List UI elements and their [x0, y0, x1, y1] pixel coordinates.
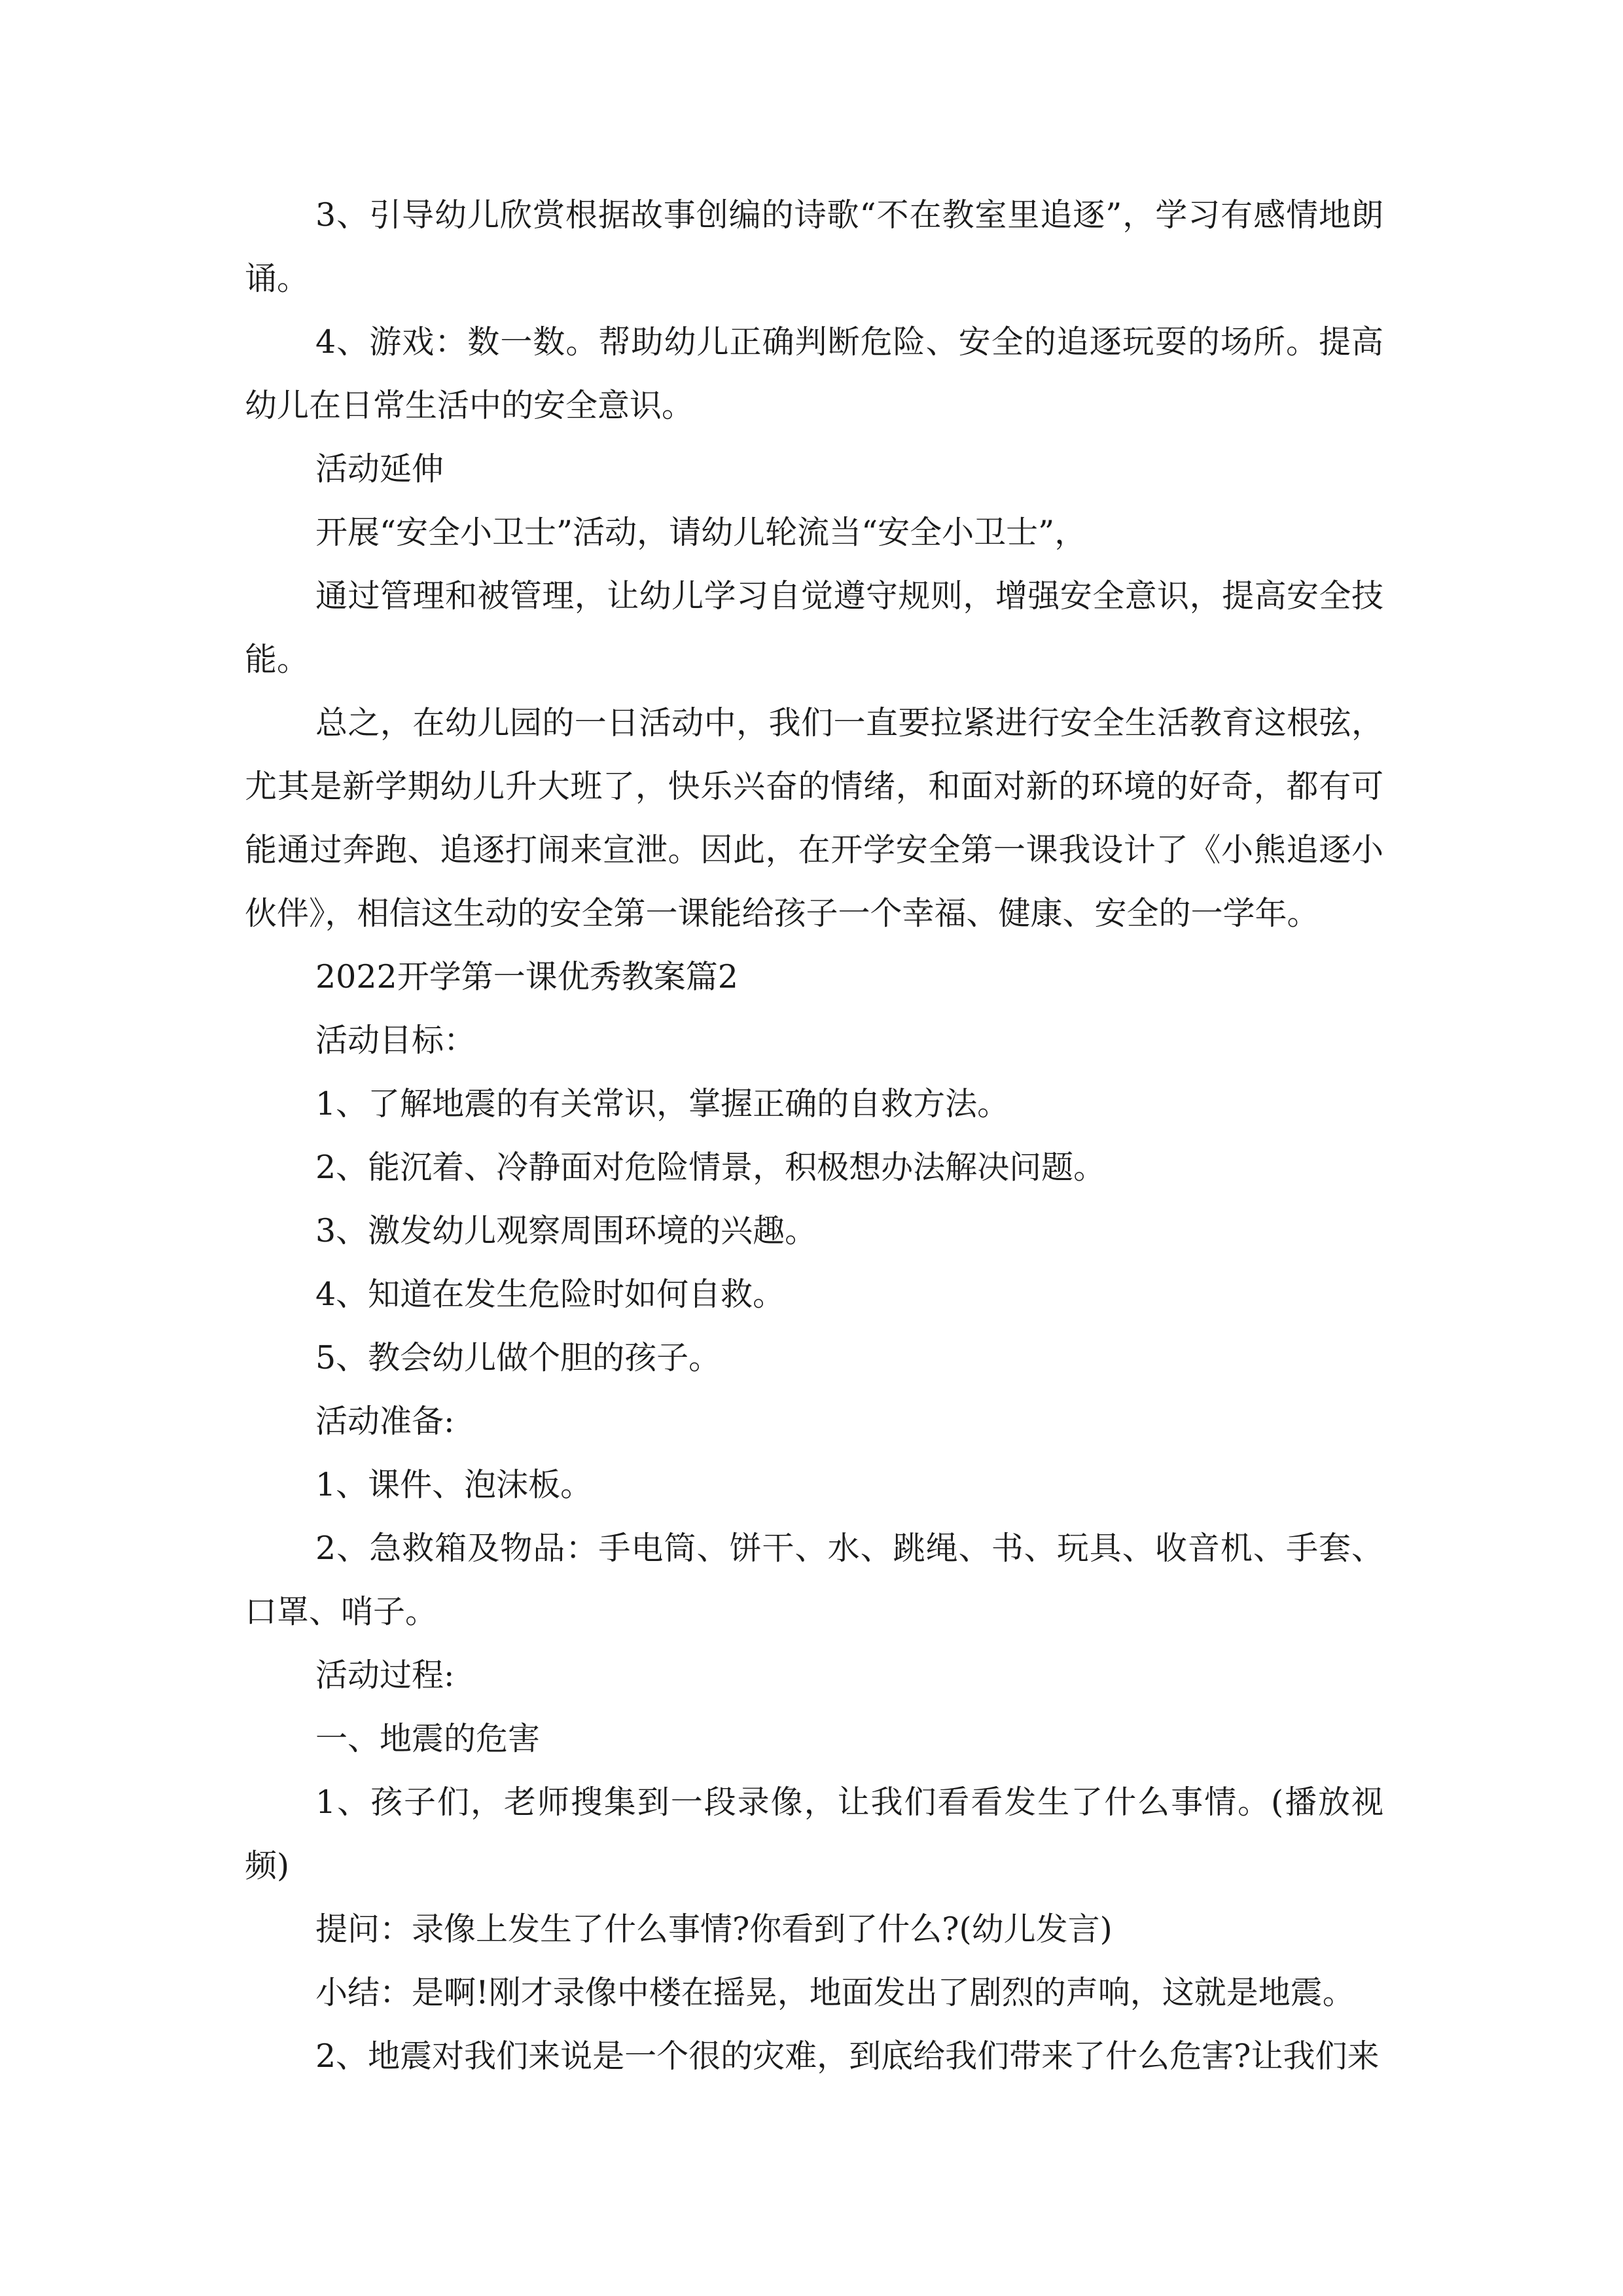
process-conclusion: 小结：是啊!刚才录像中楼在摇晃，地面发出了剧烈的声响，这就是地震。 [315, 1974, 1355, 2011]
paragraph-activity-step-4: 4、游戏：数一数。帮助幼儿正确判断危险、安全的追逐玩耍的场所。提高幼儿在日常生活中的安全意识。 [245, 323, 1383, 424]
process-step-2: 2、地震对我们来说是一个很的灾难，到底给我们带来了什么危害?让我们来 [315, 2037, 1380, 2075]
heading-earthquake-hazards: 一、地震的危害 [315, 1720, 541, 1757]
heading-activity-extension: 活动延伸 [315, 450, 444, 488]
process-step-1: 1、孩子们，老师搜集到一段录像，让我们看看发生了什么事情。(播放视频) [245, 1784, 1383, 1884]
paragraph-safety-guard: 开展“安全小卫士”活动，请幼儿轮流当“安全小卫士”， [315, 514, 1087, 551]
preparation-item-2: 2、急救箱及物品：手电筒、饼干、水、跳绳、书、玩具、收音机、手套、口罩、哨子。 [245, 1530, 1383, 1630]
preparation-item-1: 1、课件、泡沫板。 [315, 1466, 593, 1503]
heading-activity-goals: 活动目标： [315, 1022, 476, 1059]
paragraph-activity-step-3: 3、引导幼儿欣赏根据故事创编的诗歌“不在教室里追逐”，学习有感情地朗诵。 [245, 196, 1383, 297]
heading-lesson-plan-2: 2022开学第一课优秀教案篇2 [315, 958, 738, 996]
heading-activity-preparation: 活动准备: [315, 1403, 455, 1440]
process-question: 提问：录像上发生了什么事情?你看到了什么?(幼儿发言) [315, 1910, 1113, 1948]
heading-activity-process: 活动过程: [315, 1657, 455, 1694]
paragraph-management: 通过管理和被管理，让幼儿学习自觉遵守规则，增强安全意识，提高安全技能。 [245, 577, 1383, 678]
goal-item-3: 3、激发幼儿观察周围环境的兴趣。 [315, 1212, 817, 1249]
goal-item-1: 1、了解地震的有关常识，掌握正确的自救方法。 [315, 1085, 1010, 1122]
goal-item-2: 2、能沉着、冷静面对危险情景，积极想办法解决问题。 [315, 1149, 1106, 1186]
document-body [245, 183, 1383, 2088]
goal-item-4: 4、知道在发生危险时如何自救。 [315, 1276, 785, 1313]
goal-item-5: 5、教会幼儿做个胆的孩子。 [315, 1339, 721, 1376]
paragraph-summary: 总之，在幼儿园的一日活动中，我们一直要拉紧进行安全生活教育这根弦，尤其是新学期幼儿升大班了，快乐兴奋的情绪，和面对新的环境的好奇，都有可能通过奔跑、追逐打闹来宣泄。因此，在开学安全第一课我设计了《小熊追逐小伙伴》，相信这生动的安全第一课能给孩子一个幸福、健康、安全的一学年。 [245, 704, 1383, 932]
